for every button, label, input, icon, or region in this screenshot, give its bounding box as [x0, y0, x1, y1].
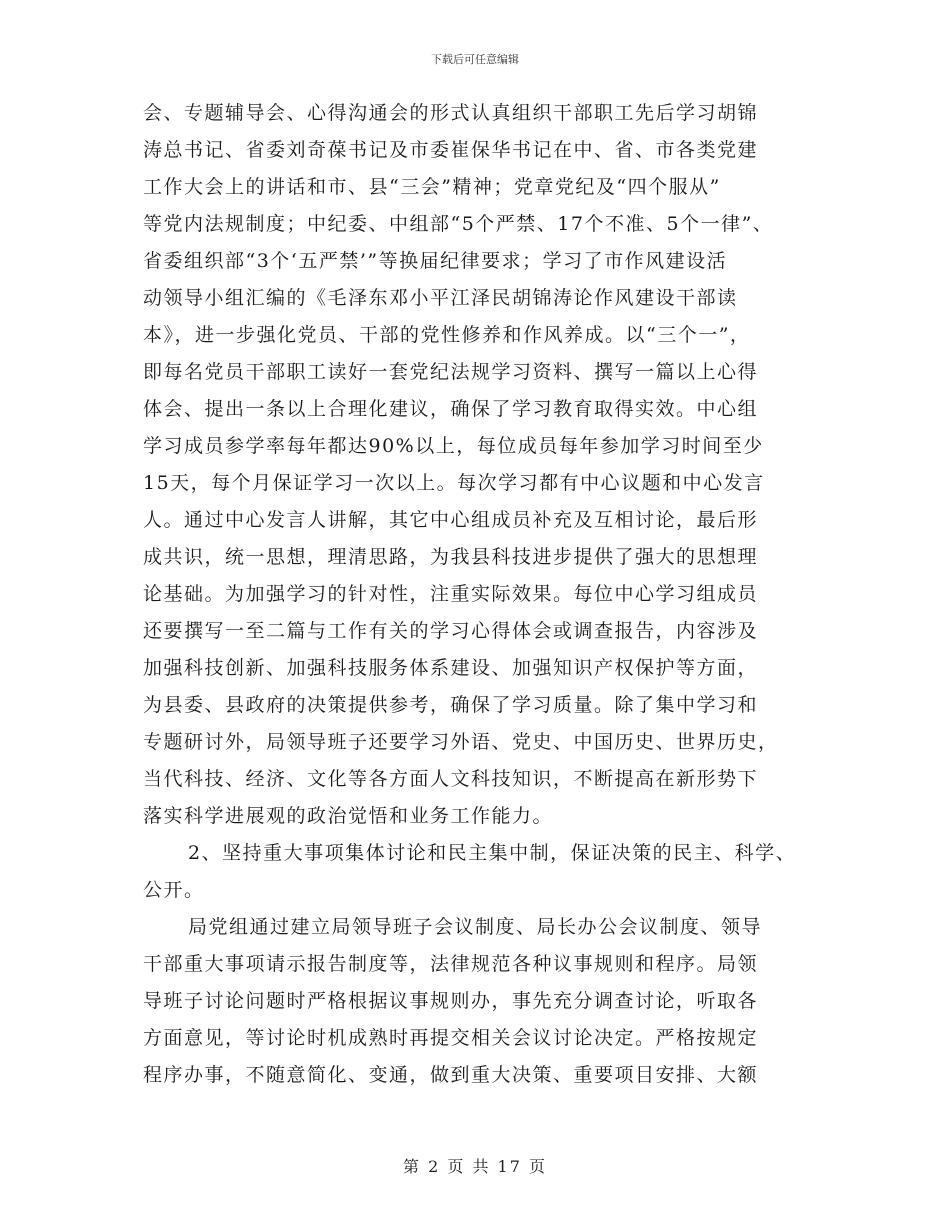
text-line: 加强科技创新、加强科技服务体系建设、加强知识产权保护等方面，	[143, 657, 759, 679]
text-line: 学习成员参学率每年都达90%以上，每位成员每年参加学习时间至少	[143, 435, 764, 457]
page-header: 下载后可任意编辑	[431, 53, 519, 66]
text-line: 程序办事，不随意简化、变通，做到重大决策、重要项目安排、大额	[143, 1064, 759, 1086]
text-line: 论基础。为加强学习的针对性，注重实际效果。每位中心学习组成员	[143, 583, 759, 605]
text-line: 体会、提出一条以上合理化建议，确保了学习教育取得实效。中心组	[143, 398, 759, 420]
text-line: 专题研讨外，局领导班子还要学习外语、党史、中国历史、世界历史，	[143, 731, 779, 753]
text-line: 会、专题辅导会、心得沟通会的形式认真组织干部职工先后学习胡锦	[143, 102, 759, 124]
text-line: 涛总书记、省委刘奇葆书记及市委崔保华书记在中、省、市各类党建	[143, 139, 759, 161]
text-line: 为县委、县政府的决策提供参考，确保了学习质量。除了集中学习和	[143, 694, 759, 716]
text-line: 工作大会上的讲话和市、县“三会”精神；党章党纪及“四个服从”	[143, 176, 721, 198]
text-line: 局党组通过建立局领导班子会议制度、局长办公会议制度、领导	[188, 916, 763, 938]
page-number: 第 2 页 共 17 页	[403, 1157, 547, 1176]
text-line: 成共识，统一思想，理清思路，为我县科技进步提供了强大的思想理	[143, 546, 759, 568]
text-line: 等党内法规制度；中纪委、中组部“5个严禁、17个不准、5个一律”、	[143, 213, 774, 235]
text-line: 干部重大事项请示报告制度等，法律规范各种议事规则和程序。局领	[143, 953, 759, 975]
text-line: 动领导小组汇编的《毛泽东邓小平江泽民胡锦涛论作风建设干部读	[143, 287, 738, 309]
text-line: 人。通过中心发言人讲解，其它中心组成员补充及互相讨论，最后形	[143, 509, 759, 531]
text-line: 公开。	[143, 879, 205, 901]
text-line: 2、坚持重大事项集体讨论和民主集中制，保证决策的民主、科学、	[188, 842, 797, 864]
text-line: 即每名党员干部职工读好一套党纪法规学习资料、撰写一篇以上心得	[143, 361, 759, 383]
text-line: 当代科技、经济、文化等各方面人文科技知识，不断提高在新形势下	[143, 768, 759, 790]
text-line: 省委组织部“3个‘五严禁’”等换届纪律要求；学习了市作风建设活	[143, 250, 728, 272]
text-line: 还要撰写一至二篇与工作有关的学习心得体会或调查报告，内容涉及	[143, 620, 759, 642]
text-line: 落实科学进展观的政治觉悟和业务工作能力。	[143, 805, 554, 827]
text-line: 导班子讨论问题时严格根据议事规则办，事先充分调查讨论，听取各	[143, 990, 759, 1012]
text-line: 本》，进一步强化党员、干部的党性修养和作风养成。以“三个一”，	[143, 324, 751, 346]
text-line: 15天，每个月保证学习一次以上。每次学习都有中心议题和中心发言	[143, 472, 765, 494]
text-line: 方面意见，等讨论时机成熟时再提交相关会议讨论决定。严格按规定	[143, 1027, 759, 1049]
